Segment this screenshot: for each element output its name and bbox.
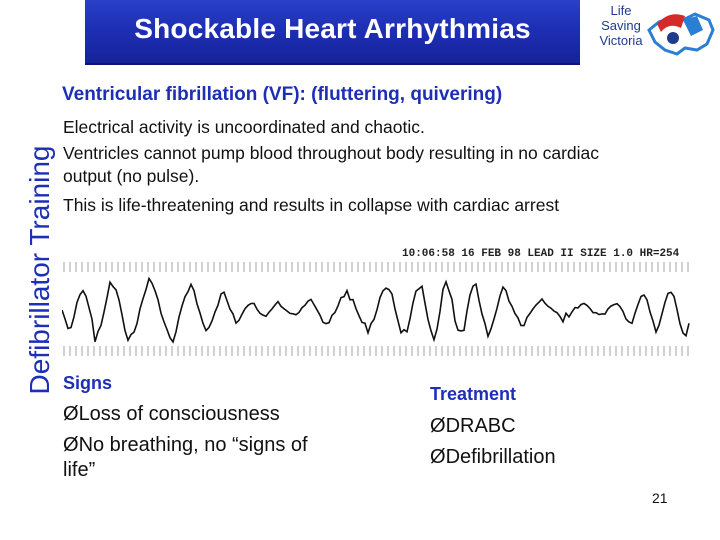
signs-item-2: ØNo breathing, no “signs of xyxy=(63,434,308,456)
logo-line-1: Life xyxy=(610,3,632,18)
signs-heading: Signs xyxy=(63,373,113,393)
logo-line-3: Victoria xyxy=(599,33,643,48)
life-saving-victoria-logo xyxy=(585,0,720,63)
signs-item-2-continued: life” xyxy=(63,459,96,481)
signs-item-1: ØLoss of consciousness xyxy=(63,403,280,425)
arrow-bullet-icon: Ø xyxy=(63,403,79,425)
body-line-1: Electrical activity is uncoordinated and chaotic. xyxy=(63,117,425,137)
arrow-bullet-icon: Ø xyxy=(63,434,79,456)
ecg-header-text: 10:06:58 16 FEB 98 LEAD II SIZE 1.0 HR=254 xyxy=(402,248,680,260)
arrow-bullet-icon: Ø xyxy=(430,446,446,468)
title-bar xyxy=(85,0,580,65)
side-label: Defibrillator Training xyxy=(24,145,55,395)
arrow-bullet-icon: Ø xyxy=(430,415,446,437)
body-line-3: output (no pulse). xyxy=(63,166,200,186)
map-of-victoria-icon xyxy=(585,0,720,63)
section-heading: Ventricular fibrillation (VF): (fluttering, quivering) xyxy=(62,84,503,105)
treatment-item-2: ØDefibrillation xyxy=(430,446,556,468)
logo-line-2: Saving xyxy=(601,18,641,33)
treatment-heading: Treatment xyxy=(430,384,517,404)
page-number: 21 xyxy=(652,490,668,506)
ecg-strip xyxy=(62,238,690,360)
slide-title: Shockable Heart Arrhythmias xyxy=(134,13,531,44)
body-line-2: Ventricles cannot pump blood throughout body resulting in no cardiac xyxy=(63,143,600,163)
body-line-4: This is life-threatening and results in collapse with cardiac arrest xyxy=(63,195,560,215)
treatment-item-1: ØDRABC xyxy=(430,415,516,437)
